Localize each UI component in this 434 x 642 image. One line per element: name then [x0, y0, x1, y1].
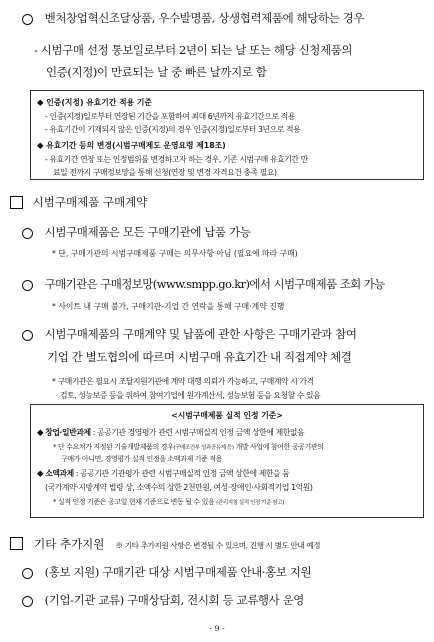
diamond-bullet-icon: ◆: [37, 141, 44, 151]
circle-bullet-icon: [22, 228, 33, 239]
criteria-note: * 실적 인정 기준은 공고일 현재 기준으로 변동 될 수 있음 (관리지침 실적 인정 기준 참고): [53, 498, 284, 506]
box-line: - 유효기간이 기재되지 않은 인증(지정)의 경우 인증(지정)일로부터 3년으로 적용: [45, 125, 301, 134]
circle-bullet-icon: [22, 280, 33, 291]
criteria-note: 구매가 아니면, 경영평가 실적 인정을 소액과제 기준 적용: [61, 455, 222, 463]
diamond-bullet-icon: ◆: [37, 98, 44, 108]
section-heading: 시범구매제품 구매계약: [10, 194, 147, 210]
section-note: ※ 기타 추가지원 사항은 변경될 수 있으며, 진행 시 별도 안내 예정: [115, 541, 321, 550]
note-line: * 구매기관은 필요시 조달지원기관에 계약 대행 의뢰가 가능하고, 구매계약 시 가격: [52, 377, 314, 386]
box-heading-2: ◆ 유효기간 등의 변경(시범구매제도 운영요령 제18조): [37, 141, 226, 151]
section-heading: 기타 추가지원 ※ 기타 추가지원 사항은 변경될 수 있으며, 진행 시 별도 안내 예정: [10, 533, 320, 552]
bullet-item: (홍보 지원) 구매기관 대상 시범구매제품 안내·홍보 지원: [22, 564, 311, 580]
box-heading-1: ◆ 인증(지정) 유효기간 적용 기준: [37, 98, 152, 108]
page-number: - 9 -: [209, 624, 225, 633]
dash-line-cont: 인증(지정)이 만료되는 날 중 빠른 날까지로 함: [46, 65, 267, 79]
dash-line: - 시범구매 선정 통보일로부터 2년이 되는 날 또는 해당 신청제품의: [34, 43, 353, 57]
circle-bullet-icon: [22, 596, 33, 607]
criteria-note: * 단 수요처가 지정된 기술개발제품의 경우(구매조건부 성과공유제 등) 개발 사업에 참여한 공공기관의: [53, 443, 324, 451]
box-line: - 인증(지정)일로부터 연장된 기간을 포함하여 최대 6년까지 유효기간으로 적용: [45, 112, 295, 121]
note-line: 검토, 성능보증 등을 위하여 참여기업에 원가계산서, 성능보험 등을 요청할 수 있음: [60, 391, 321, 400]
circle-bullet-icon: [22, 330, 33, 341]
diamond-bullet-icon: ◆: [37, 469, 44, 479]
square-bullet-icon: [10, 537, 23, 550]
box-line: 료일 전까지 구매정보망을 통해 신청(연장 및 변경 자격요건 충족 필요): [53, 168, 277, 177]
square-bullet-icon: [10, 196, 23, 209]
bullet-item: 구매기관은 구매정보망(www.smpp.go.kr)에서 시범구매제품 조회 가능: [22, 276, 385, 292]
diamond-bullet-icon: ◆: [37, 428, 44, 438]
note-line: * 사이트 내 구매 불가, 구매기관-기업 간 연락을 통해 구매·계약 진행: [52, 302, 285, 311]
performance-criteria-box: [30, 404, 424, 518]
bullet-text: 벤처창업혁신조달상품, 우수발명품, 상생협력제품에 해당하는 경우: [44, 11, 365, 25]
circle-bullet-icon: [22, 14, 33, 25]
box-line: - 유효기간 연장 또는 인정범위를 변경하고자 하는 경우, 기존 시범구매 유효기간 만: [45, 155, 308, 164]
criteria-item: ◆ 창업·일반과제 : 공공기관 경영평가 관련 시범구매실적 인정 금액 상한에 제한없음: [37, 428, 305, 438]
bullet-text-cont: 기업 간 별도협의에 따르며 시범구매 유효기간 내 직접계약 체결: [47, 350, 352, 364]
bullet-item: [22, 10, 364, 26]
criteria-line: (국가계약·지방계약 법령 상, 소액수의 상한 2천만원, 여성·장애인·사회적기업 1억원): [45, 483, 313, 492]
note-line: * 단, 구매기관의 시범구매제품 구매는 의무사항 아님 (필요에 따라 구매): [52, 249, 298, 258]
bullet-item: 시범구매제품은 모든 구매기관에 납품 가능: [22, 224, 250, 240]
bullet-item: 시범구매제품의 구매계약 및 납품에 관한 사항은 구매기관과 참여: [22, 326, 357, 342]
bullet-item: (기업-기관 교류) 구매상담회, 전시회 등 교류행사 운영: [22, 592, 304, 608]
circle-bullet-icon: [22, 568, 33, 579]
criteria-item: ◆ 소액과제 : 공공기관 기관평가 관련 시범구매실적 인정 금액 상한에 제한을 둠: [37, 469, 290, 479]
validity-info-box: [30, 90, 424, 180]
box-title: <시범구매제품 실적 인정 기준>: [171, 411, 283, 420]
